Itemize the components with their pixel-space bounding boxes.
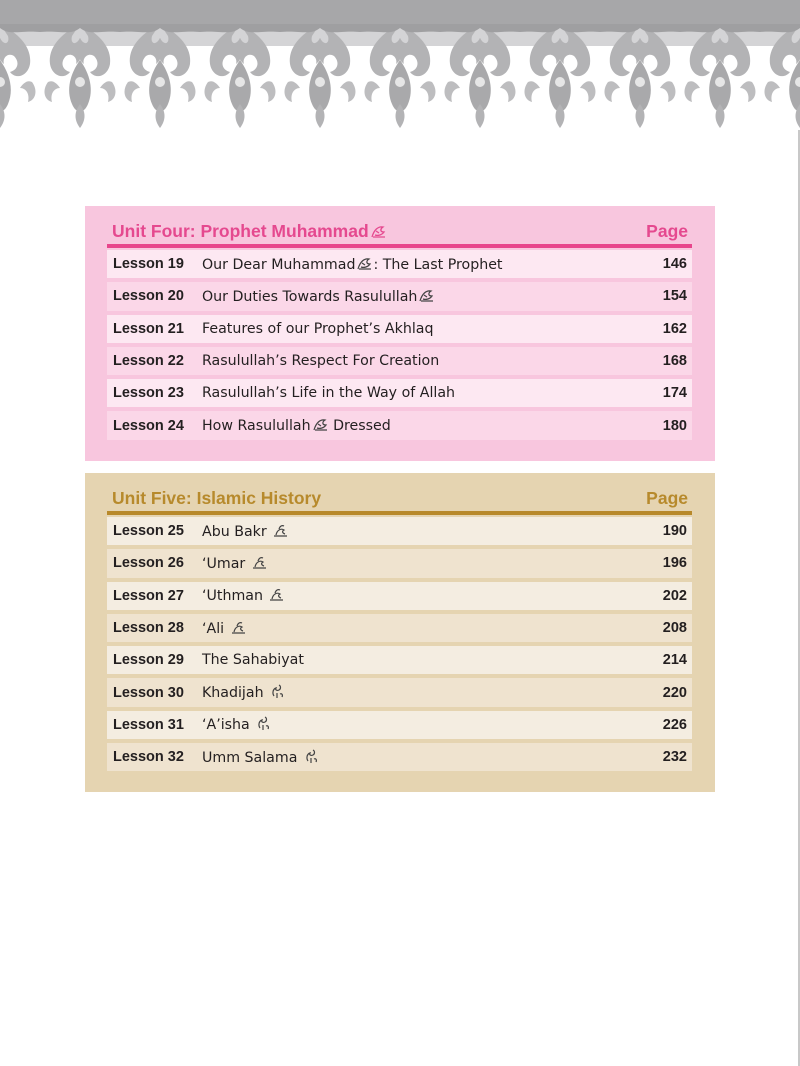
lesson-row[interactable] xyxy=(107,711,692,739)
unit-five-rule xyxy=(107,511,692,515)
unit-four-header xyxy=(107,214,692,242)
unit-four-page-label: Page xyxy=(646,221,688,241)
lesson-row[interactable] xyxy=(107,347,692,375)
lesson-page-number: 232 xyxy=(662,749,687,766)
lesson-number: Lesson 19 xyxy=(113,256,184,273)
lesson-title-suffix: : The Last Prophet xyxy=(373,256,503,273)
lesson-row[interactable] xyxy=(107,678,692,706)
lesson-title xyxy=(202,716,637,733)
lesson-number: Lesson 31 xyxy=(113,716,184,733)
lesson-title xyxy=(202,555,637,572)
lesson-page-number: 214 xyxy=(662,652,687,669)
radiallahu-anha-icon xyxy=(255,716,272,731)
salawat-icon xyxy=(356,256,373,271)
lesson-page-number: 202 xyxy=(662,587,687,604)
top-gray-strip xyxy=(0,0,800,24)
radiallahu-anha-icon xyxy=(303,749,320,764)
lesson-row[interactable] xyxy=(107,549,692,577)
lesson-title xyxy=(202,587,637,604)
lesson-number: Lesson 20 xyxy=(113,288,184,305)
unit-five-panel xyxy=(85,473,715,792)
radiallahu-anhu-icon xyxy=(251,555,268,570)
lesson-title-text: How Rasulullah xyxy=(202,418,311,435)
radiallahu-anhu-icon xyxy=(268,587,285,602)
salawat-icon xyxy=(370,224,387,239)
lesson-number: Lesson 30 xyxy=(113,684,184,701)
lesson-title: The Sahabiyat xyxy=(202,652,304,669)
radiallahu-anha-icon xyxy=(269,684,286,699)
lesson-page-number: 174 xyxy=(662,385,687,402)
lesson-title xyxy=(202,288,637,305)
lesson-title xyxy=(202,749,637,766)
lesson-number: Lesson 23 xyxy=(113,385,184,402)
unit-five-page-label: Page xyxy=(646,488,688,508)
lesson-title-text: Our Duties Towards Rasulullah xyxy=(202,288,418,305)
lesson-title-text: ‘Umar xyxy=(202,555,246,572)
damask-border-ornament xyxy=(0,24,800,134)
lesson-title-text: Our Dear Muhammad xyxy=(202,256,356,273)
lesson-page-number: 196 xyxy=(662,555,687,572)
salawat-icon xyxy=(312,417,329,432)
lesson-row[interactable] xyxy=(107,646,692,674)
radiallahu-anhu-icon xyxy=(230,620,247,635)
lesson-number: Lesson 25 xyxy=(113,523,184,540)
lesson-title: Features of our Prophet’s Akhlaq xyxy=(202,320,434,337)
lesson-title-text: Abu Bakr xyxy=(202,523,267,540)
lesson-page-number: 168 xyxy=(662,353,687,370)
lesson-row[interactable] xyxy=(107,315,692,343)
lesson-row[interactable] xyxy=(107,743,692,771)
lesson-title xyxy=(202,417,637,434)
lesson-title xyxy=(202,256,637,273)
lesson-number: Lesson 26 xyxy=(113,555,184,572)
lesson-title xyxy=(202,620,637,637)
lesson-row[interactable] xyxy=(107,379,692,407)
lesson-number: Lesson 32 xyxy=(113,749,184,766)
lesson-row[interactable] xyxy=(107,250,692,278)
unit-four-title: Unit Four: Prophet Muhammad xyxy=(112,221,369,241)
lesson-number: Lesson 21 xyxy=(113,320,184,337)
lesson-page-number: 162 xyxy=(662,320,687,337)
lesson-title-text: ‘Ali xyxy=(202,620,225,637)
lesson-row[interactable] xyxy=(107,411,692,439)
lesson-number: Lesson 29 xyxy=(113,652,184,669)
lesson-row[interactable] xyxy=(107,517,692,545)
lesson-page-number: 146 xyxy=(662,256,687,273)
lesson-page-number: 154 xyxy=(662,288,687,305)
lesson-row[interactable] xyxy=(107,614,692,642)
lesson-page-number: 190 xyxy=(662,523,687,540)
lesson-page-number: 226 xyxy=(662,716,687,733)
unit-five-title: Unit Five: Islamic History xyxy=(112,488,322,508)
lesson-title xyxy=(202,684,637,701)
lesson-title: Rasulullah’s Respect For Creation xyxy=(202,353,440,370)
lesson-number: Lesson 24 xyxy=(113,417,184,434)
lesson-title-text: ‘A’isha xyxy=(202,717,250,734)
unit-four-lesson-list xyxy=(107,250,692,440)
lesson-title-suffix: Dressed xyxy=(328,418,391,435)
lesson-row[interactable] xyxy=(107,582,692,610)
lesson-row[interactable] xyxy=(107,282,692,310)
lesson-number: Lesson 27 xyxy=(113,587,184,604)
lesson-title-text: ‘Uthman xyxy=(202,588,263,605)
unit-four-title-wrap xyxy=(112,221,387,242)
unit-four-panel xyxy=(85,206,715,461)
lesson-title-text: Umm Salama xyxy=(202,749,298,766)
salawat-icon xyxy=(418,288,435,303)
unit-five-lesson-list xyxy=(107,517,692,771)
lesson-title xyxy=(202,523,637,540)
lesson-number: Lesson 28 xyxy=(113,620,184,637)
lesson-page-number: 180 xyxy=(662,417,687,434)
lesson-title: Rasulullah’s Life in the Way of Allah xyxy=(202,385,456,402)
lesson-number: Lesson 22 xyxy=(113,353,184,370)
unit-four-rule xyxy=(107,244,692,248)
radiallahu-anhu-icon xyxy=(272,523,289,538)
lesson-title-text: Khadijah xyxy=(202,685,264,702)
lesson-page-number: 208 xyxy=(662,620,687,637)
unit-five-header xyxy=(107,481,692,509)
lesson-page-number: 220 xyxy=(662,684,687,701)
